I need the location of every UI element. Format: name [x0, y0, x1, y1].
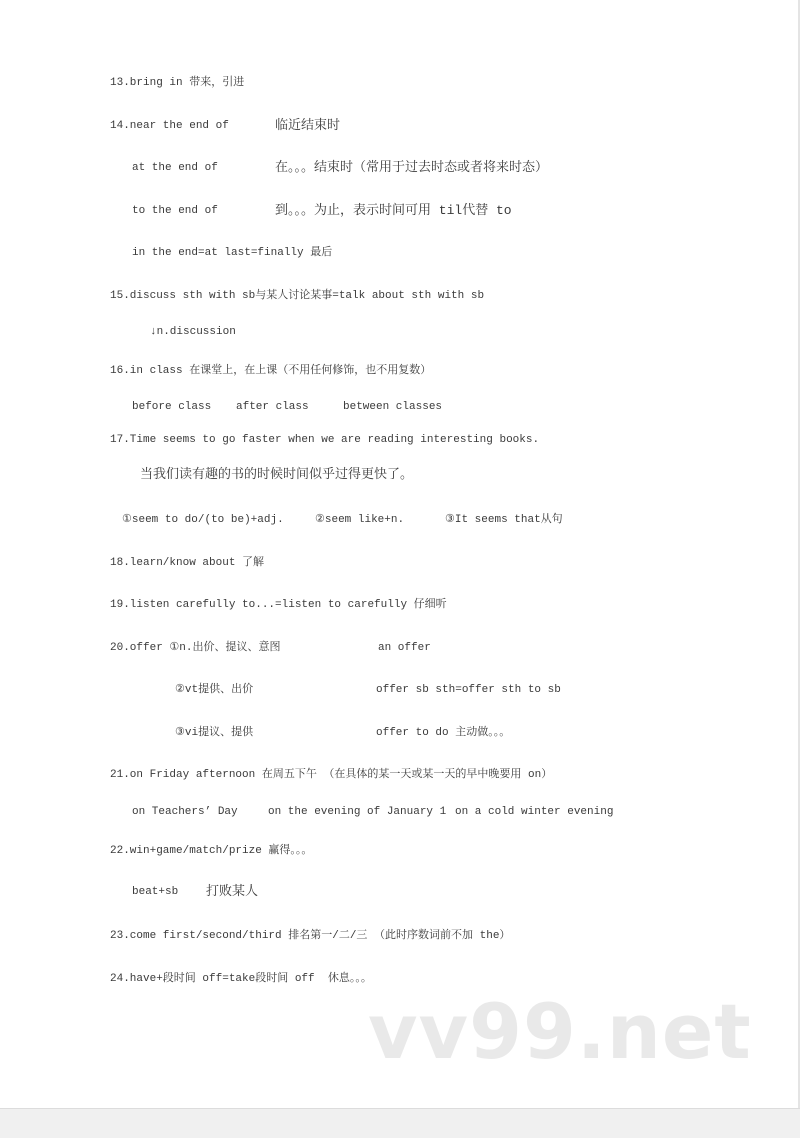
item-21-example-1: on Teachers’ Day	[132, 806, 238, 818]
item-21-example-2: on the evening of January 1	[268, 806, 447, 818]
item-22-beat: beat+sb	[132, 886, 179, 898]
item-17-translation: 当我们读有趣的书的时候时间似乎过得更快了。	[140, 467, 414, 482]
item-14-meaning: 临近结束时	[275, 118, 341, 133]
item-13: 13.bring in 带来，引进	[110, 77, 245, 89]
item-14-phrase-2: at the end of	[132, 162, 218, 174]
item-21: 21.on Friday afternoon 在周五下午 （在具体的某一天或某一天的早中晚要用 on）	[110, 769, 553, 781]
watermark: vv99.net	[368, 987, 752, 1076]
item-16-example-1: before class	[132, 401, 212, 413]
item-20-vi: ③vi提议、提供	[175, 727, 254, 739]
item-14-phrase-4: in the end=at last=finally 最后	[132, 247, 333, 259]
viewer-bottom-bar	[0, 1108, 800, 1138]
item-17: 17.Time seems to go faster when we are reading interesting books.	[110, 434, 540, 446]
item-17-usage-2: ②seem like+n.	[315, 514, 405, 526]
item-19: 19.listen carefully to...=listen to carefully 仔细听	[110, 599, 447, 611]
item-17-usage-1: ①seem to do/(to be)+adj.	[122, 514, 284, 526]
item-15-noun: ↓n.discussion	[150, 326, 236, 338]
item-20-vi-example: offer to do 主动做。。。	[376, 727, 511, 739]
item-16-example-2: after class	[236, 401, 309, 413]
item-16: 16.in class 在课堂上，在上课（不用任何修饰，也不用复数）	[110, 365, 432, 377]
item-22-beat-meaning: 打败某人	[206, 884, 259, 899]
item-22: 22.win+game/match/prize 赢得。。。	[110, 845, 313, 857]
item-17-usage-3: ③It seems that从句	[445, 514, 563, 526]
item-20-vt: ②vt提供、出价	[175, 684, 254, 696]
item-14-phrase: 14.near the end of	[110, 120, 229, 132]
item-23: 23.come first/second/third 排名第一/二/三 （此时序数词前不加 the）	[110, 930, 511, 942]
item-15: 15.discuss sth with sb与某人讨论某事=talk about sth with sb	[110, 290, 485, 302]
item-20-vt-example: offer sb sth=offer sth to sb	[376, 684, 561, 696]
item-16-example-3: between classes	[343, 401, 443, 413]
item-14-phrase-3: to the end of	[132, 205, 218, 217]
item-14-meaning-2: 在。。。结束时（常用于过去时态或者将来时态）	[275, 160, 549, 175]
item-20-noun-example: an offer	[378, 642, 431, 654]
item-14-meaning-3: 到。。。为止，表示时间可用 til代替 to	[275, 203, 512, 218]
item-21-example-3: on a cold winter evening	[455, 806, 614, 818]
item-18: 18.learn/know about 了解	[110, 557, 265, 569]
item-24: 24.have+段时间 off=take段时间 off 休息。。。	[110, 973, 372, 985]
item-20-noun: 20.offer ①n.出价、提议、意图	[110, 642, 281, 654]
